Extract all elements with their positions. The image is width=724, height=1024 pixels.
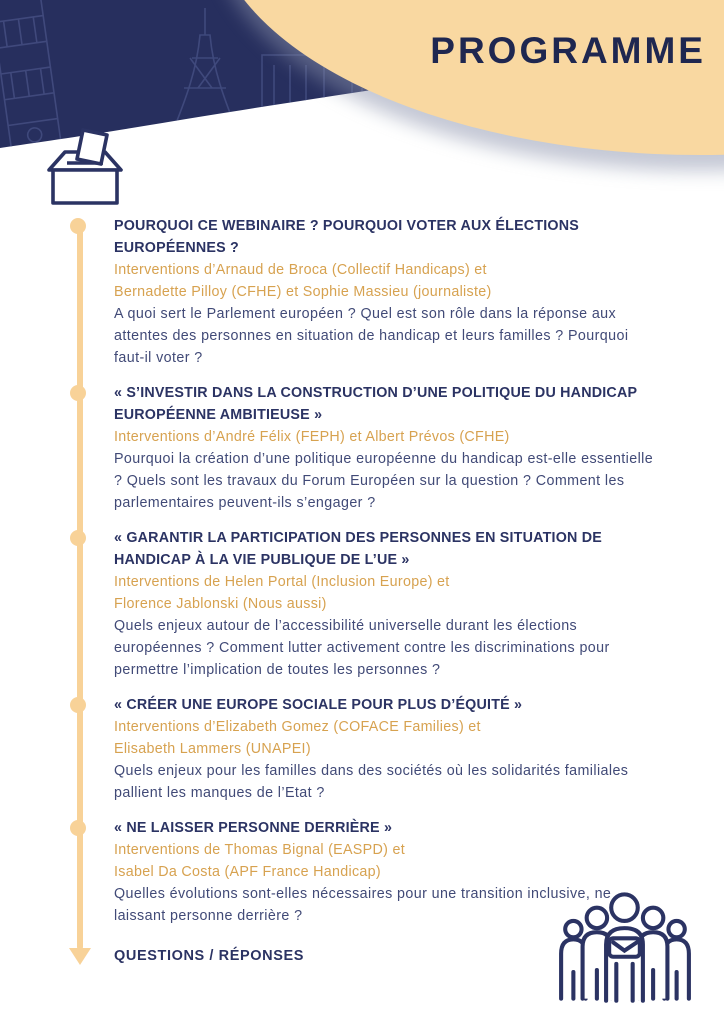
section-description: Quelles évolutions sont-elles nécessaires pour une transition inclusive, ne laissant personne derrière ? xyxy=(114,886,612,924)
questions-answers-label: QUESTIONS / RÉPONSES xyxy=(114,948,305,964)
section-description: Pourquoi la création d’une politique européenne du handicap est-elle essentielle ? Quels sont les travaux du Forum Européen sur la question ? Comment les parlementaires peuvent-ils s’engager ? xyxy=(114,451,654,511)
speakers-line: Elisabeth Lammers (UNAPEI) xyxy=(114,741,311,757)
section-title: « CRÉER UNE EUROPE SOCIALE POUR PLUS D’ÉQUITÉ » xyxy=(114,697,523,713)
section-speakers xyxy=(114,426,676,448)
section-description: Quels enjeux autour de l’accessibilité universelle durant les élections européennes ? Comment lutter activement contre les discriminations pour permettre l’implication de toutes les personnes ? xyxy=(114,618,610,678)
timeline-arrowhead-icon xyxy=(69,948,91,965)
section-speakers xyxy=(114,716,676,760)
timeline-dot xyxy=(70,820,86,836)
section-speakers xyxy=(114,259,676,303)
speakers-line: Florence Jablonski (Nous aussi) xyxy=(114,596,327,612)
section-title: « NE LAISSER PERSONNE DERRIÈRE » xyxy=(114,820,393,836)
timeline-dot xyxy=(70,218,86,234)
speakers-line: Interventions d’Elizabeth Gomez (COFACE Families) et xyxy=(114,719,481,735)
section-description: A quoi sert le Parlement européen ? Quel est son rôle dans la réponse aux attentes des personnes en situation de handicap et leurs familles ? Pourquoi faut-il voter ? xyxy=(114,306,629,366)
agenda-section-list xyxy=(114,215,676,967)
agenda-section xyxy=(114,215,676,369)
speakers-line: Bernadette Pilloy (CFHE) et Sophie Massieu (journaliste) xyxy=(114,284,492,300)
agenda-section xyxy=(114,382,676,514)
timeline-dot xyxy=(70,697,86,713)
ballot-box-icon xyxy=(44,118,126,208)
section-speakers xyxy=(114,839,676,883)
group-of-people-icon xyxy=(556,888,694,1003)
timeline-dot xyxy=(70,385,86,401)
speakers-line: Interventions de Thomas Bignal (EASPD) et xyxy=(114,842,405,858)
section-description: Quels enjeux pour les familles dans des sociétés où les solidarités familiales pallient les manques de l’Etat ? xyxy=(114,763,629,801)
timeline-line xyxy=(77,224,83,950)
speakers-line: Isabel Da Costa (APF France Handicap) xyxy=(114,864,381,880)
agenda-section xyxy=(114,694,676,804)
timeline-dot xyxy=(70,530,86,546)
section-speakers xyxy=(114,571,676,615)
speakers-line: Interventions d’Arnaud de Broca (Collectif Handicaps) et xyxy=(114,262,487,278)
agenda-section xyxy=(114,527,676,681)
page-title: PROGRAMME xyxy=(430,30,706,71)
section-title: « GARANTIR LA PARTICIPATION DES PERSONNES EN SITUATION DE HANDICAP À LA VIE PUBLIQUE DE L’UE » xyxy=(114,530,602,568)
section-title: POURQUOI CE WEBINAIRE ? POURQUOI VOTER AUX ÉLECTIONS EUROPÉENNES ? xyxy=(114,218,580,256)
speakers-line: Interventions de Helen Portal (Inclusion Europe) et xyxy=(114,574,450,590)
section-title: « S’INVESTIR DANS LA CONSTRUCTION D’UNE POLITIQUE DU HANDICAP EUROPÉENNE AMBITIEUSE » xyxy=(114,385,637,423)
speakers-line: Interventions d’André Félix (FEPH) et Albert Prévos (CFHE) xyxy=(114,429,510,445)
